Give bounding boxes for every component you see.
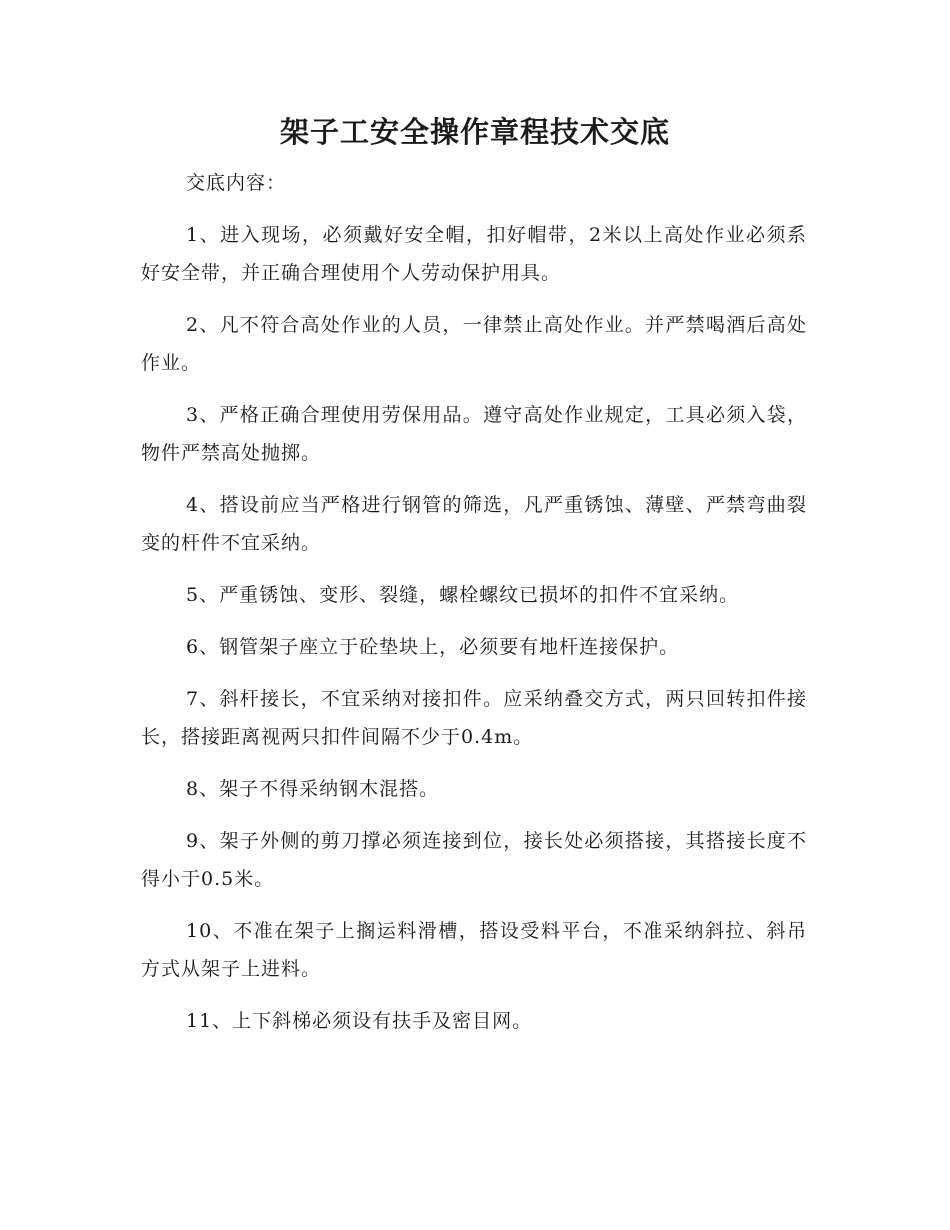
list-item: 10、不准在架子上搁运料滑槽，搭设受料平台，不准采纳斜拉、斜吊方式从架子上进料。 <box>141 920 807 980</box>
list-item: 4、搭设前应当严格进行钢管的筛选，凡严重锈蚀、薄壁、严禁弯曲裂变的杆件不宜采纳。 <box>141 494 807 554</box>
intro-label: 交底内容： <box>186 172 287 194</box>
document-body <box>141 164 807 1054</box>
list-item: 8、架子不得采纳钢木混搭。 <box>186 778 440 800</box>
list-item: 6、钢管架子座立于砼垫块上，必须要有地杆连接保护。 <box>186 636 680 658</box>
list-item: 11、上下斜梯必须设有扶手及密目网。 <box>186 1010 533 1032</box>
list-item: 3、严格正确合理使用劳保用品。遵守高处作业规定，工具必须入袋，物件严禁高处抛掷。 <box>141 404 807 464</box>
document-title: 架子工安全操作章程技术交底 <box>279 115 670 149</box>
list-item: 9、架子外侧的剪刀撑必须连接到位，接长处必须搭接，其搭接长度不得小于0.5米。 <box>141 830 807 890</box>
list-item: 1、进入现场，必须戴好安全帽，扣好帽带，2米以上高处作业必须系好安全带，并正确合理使用个人劳动保护用具。 <box>141 224 807 284</box>
list-item: 2、凡不符合高处作业的人员，一律禁止高处作业。并严禁喝酒后高处作业。 <box>141 314 807 374</box>
list-item: 7、斜杆接长，不宜采纳对接扣件。应采纳叠交方式，两只回转扣件接长，搭接距离视两只扣件间隔不少于0.4m。 <box>141 688 807 748</box>
list-item: 5、严重锈蚀、变形、裂缝，螺栓螺纹已损坏的扣件不宜采纳。 <box>186 584 740 606</box>
